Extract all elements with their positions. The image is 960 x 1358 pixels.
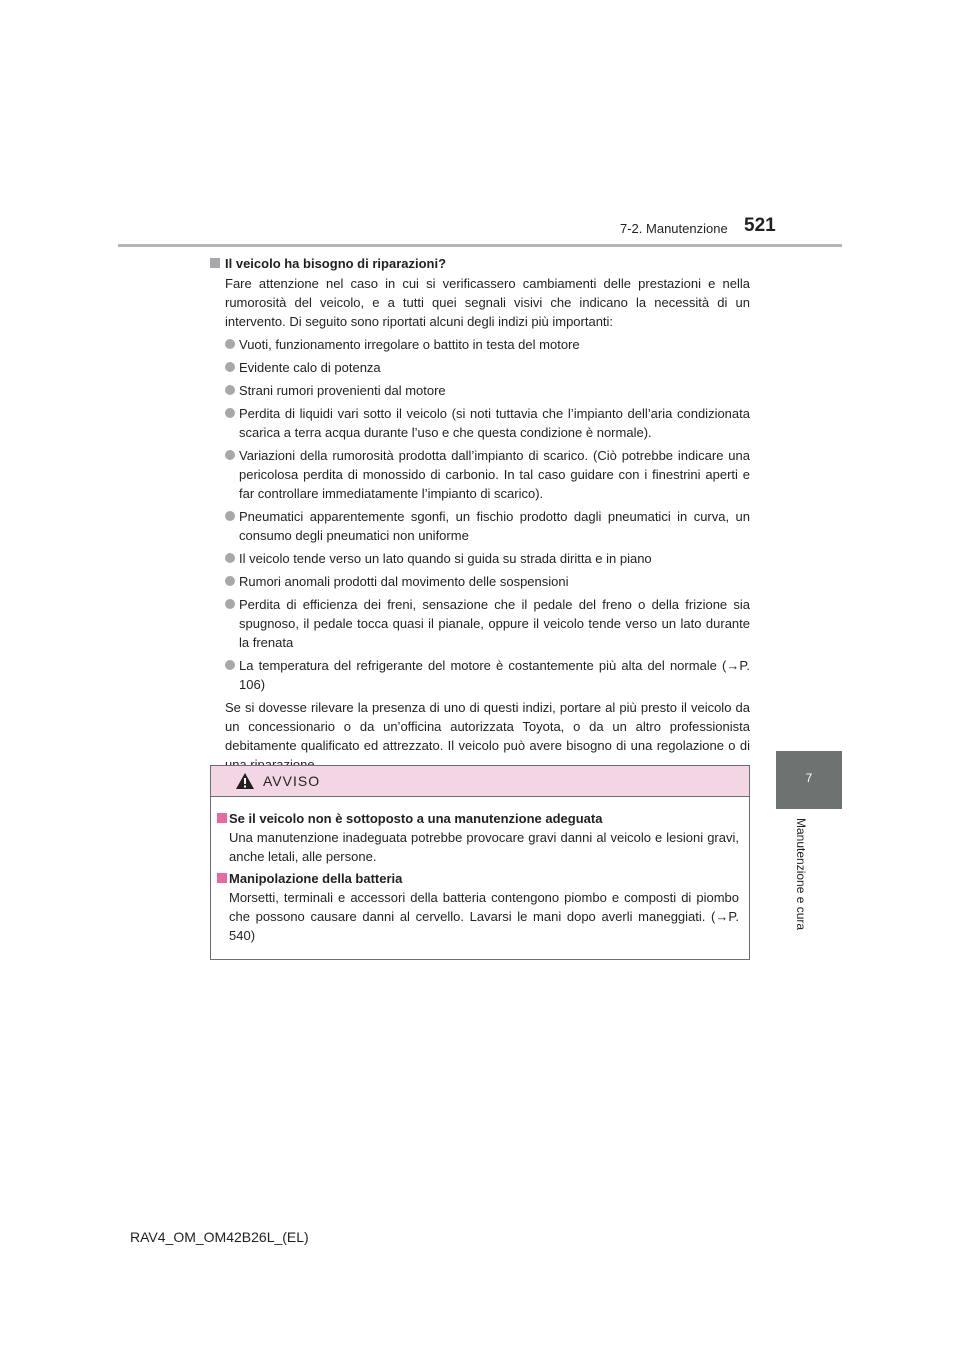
list-item-text: Perdita di efficienza dei freni, sensazione che il pedale del freno o della frizione sia spugnoso, il pedale tocca quasi il pianale, oppure il veicolo tende verso un lato durante la frenata	[239, 597, 750, 650]
square-marker-icon	[210, 258, 220, 268]
main-content	[210, 254, 750, 778]
bullet-icon	[225, 553, 235, 563]
warning-item-text: Morsetti, terminali e accessori della batteria contengono piombo e composti di piombo che possono causare danni al cervello. Lavarsi le mani dopo averli maneggiati. (→P. 540)	[229, 890, 739, 943]
chapter-number: 7	[805, 771, 813, 785]
warning-body	[211, 797, 749, 945]
square-marker-icon	[217, 873, 227, 883]
list-item	[225, 358, 750, 377]
list-item-text: La temperatura del refrigerante del motore è costantemente più alta del normale (→P. 106)	[239, 658, 750, 692]
bullet-icon	[225, 362, 235, 372]
list-item	[225, 572, 750, 591]
list-item	[225, 446, 750, 503]
list-item-text: Il veicolo tende verso un lato quando si guida su strada diritta e in piano	[239, 551, 652, 566]
bullet-icon	[225, 450, 235, 460]
page-number: 521	[744, 215, 776, 236]
footer-code: RAV4_OM_OM42B26L_(EL)	[130, 1229, 309, 1245]
list-item-text: Pneumatici apparentemente sgonfi, un fischio prodotto dagli pneumatici in curva, un consumo degli pneumatici non uniforme	[239, 509, 750, 543]
outro-paragraph: Se si dovesse rilevare la presenza di uno di questi indizi, portare al più presto il veicolo da un concessionario o da un’officina autorizzata Toyota, o da un altro professionista debitamente qualificato ed attrezzato. Il veicolo può avere bisogno di una regolazione o di	[225, 700, 750, 753]
warning-item-heading	[217, 809, 739, 828]
list-item-text: Vuoti, funzionamento irregolare o battito in testa del motore	[239, 337, 580, 352]
list-item-text: Evidente calo di potenza	[239, 360, 381, 375]
square-marker-icon	[217, 813, 227, 823]
warning-item-heading-text: Manipolazione della batteria	[229, 871, 403, 886]
list-item-text: Rumori anomali prodotti dal movimento delle sospensioni	[239, 574, 569, 589]
list-item	[225, 335, 750, 354]
list-item	[225, 656, 750, 694]
list-item	[225, 507, 750, 545]
bullet-icon	[225, 408, 235, 418]
list-item	[225, 549, 750, 568]
header-section-title: 7-2. Manutenzione	[620, 221, 728, 236]
warning-box	[210, 765, 750, 960]
bullet-icon	[225, 339, 235, 349]
list-item	[225, 381, 750, 400]
bullet-icon	[225, 660, 235, 670]
section-heading-text: Il veicolo ha bisogno di riparazioni?	[225, 256, 447, 271]
intro-paragraph: Fare attenzione nel caso in cui si verificassero cambiamenti delle prestazioni e nella rumorosità del veicolo, e a tutti quei segnali visivi che indicano la necessità di un intervento. Di seguito sono riportati alcuni degli indizi più importanti:	[225, 276, 750, 329]
warning-title: AVVISO	[263, 773, 321, 789]
chapter-label: Manutenzione e cura	[794, 818, 808, 931]
warning-item-heading-text: Se il veicolo non è sottoposto a una manutenzione adeguata	[229, 811, 603, 826]
bullet-icon	[225, 511, 235, 521]
bullet-icon	[225, 385, 235, 395]
chapter-tab	[776, 751, 842, 809]
warning-triangle-icon	[235, 772, 255, 795]
bullet-icon	[225, 599, 235, 609]
list-item	[225, 404, 750, 442]
list-item-text: Variazioni della rumorosità prodotta dall’impianto di scarico. (Ciò potrebbe indicare una pericolosa perdita di monossido di carbonio. In tal caso guidare con i finestrini aperti e far controllare immediatamente l’impianto di scarico).	[239, 448, 750, 501]
header-divider	[118, 244, 842, 247]
warning-header	[211, 766, 749, 797]
list-item-text: Perdita di liquidi vari sotto il veicolo (si noti tuttavia che l’impianto dell’aria condizionata scarica a terra acqua durante l’uso e che questa condizione è normale).	[239, 406, 750, 440]
list-item	[225, 595, 750, 652]
warning-item-text: Una manutenzione inadeguata potrebbe provocare gravi danni al veicolo e lesioni gravi, anche letali, alle persone.	[229, 830, 739, 864]
bullet-icon	[225, 576, 235, 586]
section-heading	[210, 254, 750, 273]
list-item-text: Strani rumori provenienti dal motore	[239, 383, 446, 398]
warning-item-heading	[217, 869, 739, 888]
